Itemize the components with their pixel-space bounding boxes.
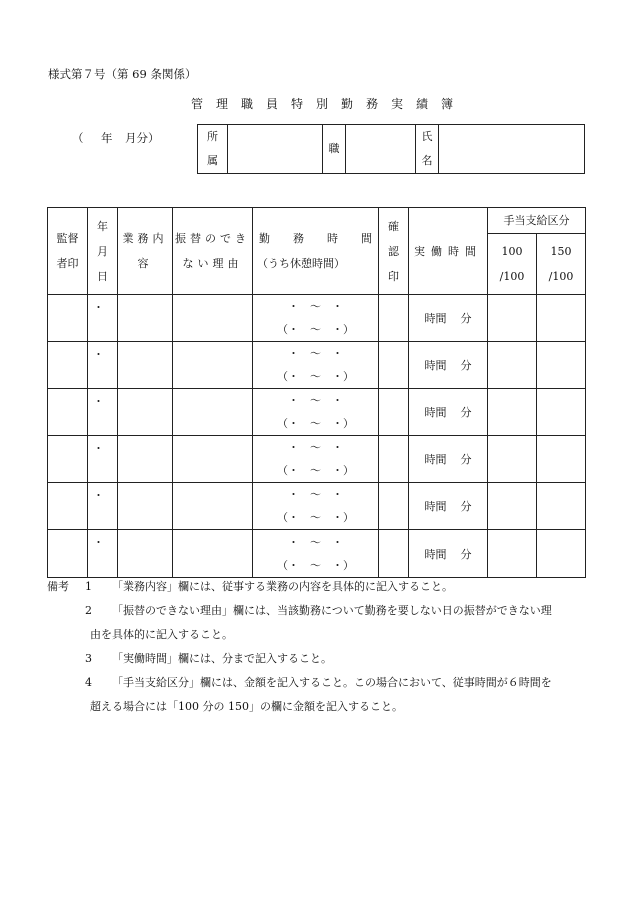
header-work-content: 業務内 容 [118, 208, 173, 295]
allowance-150-cell[interactable] [537, 389, 586, 436]
reason-cell[interactable] [173, 436, 253, 483]
work-content-cell[interactable] [118, 389, 173, 436]
allowance-100-cell[interactable] [488, 389, 537, 436]
header-allowance: 手当支給区分 [488, 208, 586, 234]
actual-hours-cell[interactable]: 時間 分 [409, 342, 488, 389]
form-number: 様式第７号（第 69 条関係） [48, 67, 197, 81]
document-title: 管理職員特別勤務実績簿 [191, 97, 467, 111]
position-field[interactable] [346, 125, 416, 174]
note-text: 「手当支給区分」欄には、金額を記入すること。この場合において、従事時間が６時間を [112, 676, 552, 689]
affiliation-field[interactable] [228, 125, 323, 174]
date-cell[interactable]: ・ [88, 295, 118, 342]
allowance-100-cell[interactable] [488, 483, 537, 530]
note-text: 「実働時間」欄には、分まで記入すること。 [112, 652, 332, 665]
note-continuation: 由を具体的に記入すること。 [90, 628, 233, 641]
affiliation-label: 所 属 [198, 125, 228, 174]
confirm-seal-cell[interactable] [379, 483, 409, 530]
allowance-100-cell[interactable] [488, 295, 537, 342]
work-content-cell[interactable] [118, 295, 173, 342]
header-date: 年 月 日 [88, 208, 118, 295]
header-allowance-150: 150 /100 [537, 234, 586, 295]
reason-cell[interactable] [173, 389, 253, 436]
table-row [48, 530, 586, 578]
table-row [48, 389, 586, 436]
date-cell[interactable]: ・ [88, 342, 118, 389]
reason-cell[interactable] [173, 530, 253, 578]
confirm-seal-cell[interactable] [379, 530, 409, 578]
reason-cell[interactable] [173, 483, 253, 530]
actual-hours-cell[interactable]: 時間 分 [409, 436, 488, 483]
supervisor-seal-cell[interactable] [48, 530, 88, 578]
notes-label: 備考 [47, 580, 69, 593]
notes-section [47, 575, 587, 719]
supervisor-seal-cell[interactable] [48, 389, 88, 436]
reason-cell[interactable] [173, 295, 253, 342]
name-field[interactable] [439, 125, 585, 174]
confirm-seal-cell[interactable] [379, 389, 409, 436]
work-time-cell[interactable]: ・ ～ ・ （・ ～ ・） [253, 436, 379, 483]
actual-hours-cell[interactable]: 時間 分 [409, 530, 488, 578]
supervisor-seal-cell[interactable] [48, 295, 88, 342]
note-item [47, 671, 587, 695]
confirm-seal-cell[interactable] [379, 342, 409, 389]
allowance-150-cell[interactable] [537, 295, 586, 342]
allowance-150-cell[interactable] [537, 436, 586, 483]
work-time-cell[interactable]: ・ ～ ・ （・ ～ ・） [253, 389, 379, 436]
date-cell[interactable]: ・ [88, 530, 118, 578]
info-table [197, 124, 585, 174]
period-paren-open: （ [72, 131, 84, 145]
table-row [48, 295, 586, 342]
note-item [47, 647, 587, 671]
header-allowance-100: 100 /100 [488, 234, 537, 295]
work-time-cell[interactable]: ・ ～ ・ （・ ～ ・） [253, 295, 379, 342]
work-content-cell[interactable] [118, 530, 173, 578]
period-month: 月分） [125, 131, 160, 145]
work-time-cell[interactable]: ・ ～ ・ （・ ～ ・） [253, 483, 379, 530]
date-cell[interactable]: ・ [88, 389, 118, 436]
reason-cell[interactable] [173, 342, 253, 389]
note-text: 「振替のできない理由」欄には、当該勤務について勤務を要しない日の振替ができない理 [112, 604, 552, 617]
table-row [48, 483, 586, 530]
confirm-seal-cell[interactable] [379, 295, 409, 342]
allowance-100-cell[interactable] [488, 436, 537, 483]
header-reason: 振替のでき ない理由 [173, 208, 253, 295]
confirm-seal-cell[interactable] [379, 436, 409, 483]
header-work-time: 勤 務 時 間 （うち休憩時間） [253, 208, 379, 295]
work-content-cell[interactable] [118, 436, 173, 483]
period-year: 年 [101, 131, 113, 145]
note-text: 「業務内容」欄には、従事する業務の内容を具体的に記入すること。 [112, 580, 453, 593]
allowance-100-cell[interactable] [488, 342, 537, 389]
header-confirm-seal: 確 認 印 [379, 208, 409, 295]
actual-hours-cell[interactable]: 時間 分 [409, 295, 488, 342]
allowance-150-cell[interactable] [537, 530, 586, 578]
allowance-100-cell[interactable] [488, 530, 537, 578]
table-row [48, 436, 586, 483]
actual-hours-cell[interactable]: 時間 分 [409, 483, 488, 530]
note-number: 2 [85, 604, 92, 617]
work-content-cell[interactable] [118, 483, 173, 530]
work-record-table [47, 207, 586, 578]
header-actual-hours: 実働時間 [409, 208, 488, 295]
supervisor-seal-cell[interactable] [48, 342, 88, 389]
table-row [48, 342, 586, 389]
note-number: 3 [85, 652, 92, 665]
work-content-cell[interactable] [118, 342, 173, 389]
supervisor-seal-cell[interactable] [48, 483, 88, 530]
supervisor-seal-cell[interactable] [48, 436, 88, 483]
note-item [47, 575, 587, 599]
actual-hours-cell[interactable]: 時間 分 [409, 389, 488, 436]
date-cell[interactable]: ・ [88, 436, 118, 483]
name-label: 氏 名 [416, 125, 439, 174]
position-label: 職 [323, 125, 346, 174]
note-continuation: 超える場合には「100 分の 150」の欄に金額を記入すること。 [90, 700, 403, 713]
work-time-cell[interactable]: ・ ～ ・ （・ ～ ・） [253, 342, 379, 389]
date-cell[interactable]: ・ [88, 483, 118, 530]
header-supervisor-seal: 監督 者印 [48, 208, 88, 295]
allowance-150-cell[interactable] [537, 483, 586, 530]
note-number: 1 [85, 580, 92, 593]
work-time-cell[interactable]: ・ ～ ・ （・ ～ ・） [253, 530, 379, 578]
note-item [47, 599, 587, 623]
note-number: 4 [85, 676, 92, 689]
allowance-150-cell[interactable] [537, 342, 586, 389]
